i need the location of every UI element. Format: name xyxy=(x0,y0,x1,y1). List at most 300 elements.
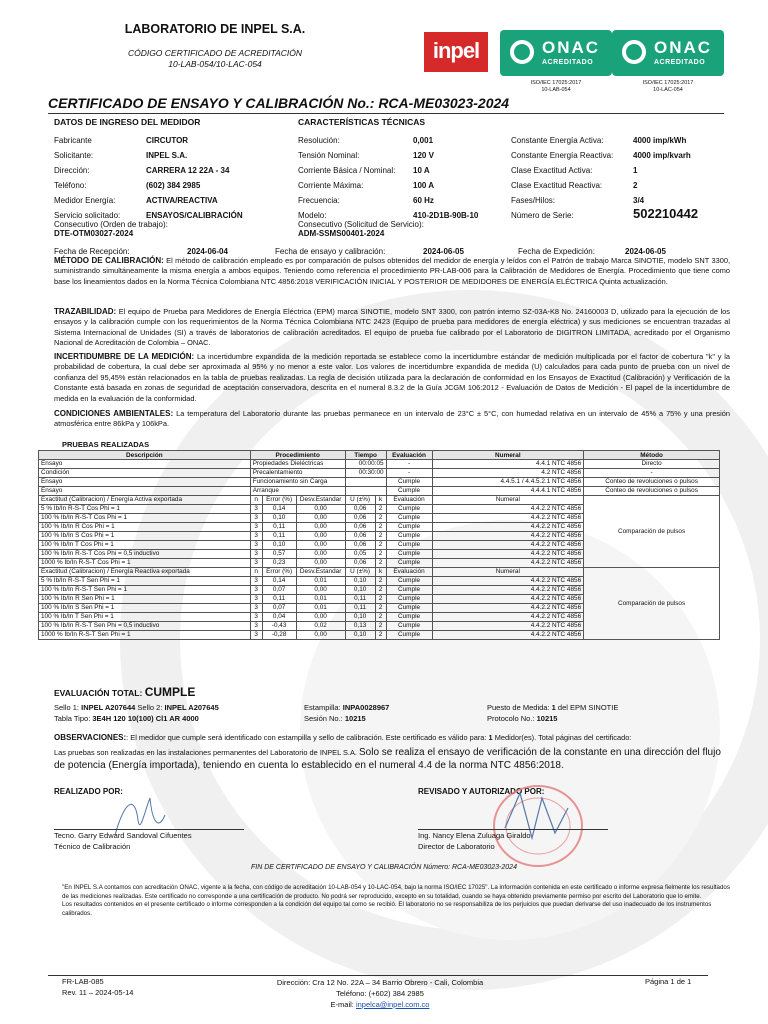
cell-method: Directo xyxy=(584,460,720,469)
table-cell: 0,00 xyxy=(296,541,345,550)
uncertainty-paragraph xyxy=(54,352,730,404)
cell-method: Comparación de pulsos xyxy=(584,568,720,640)
section-header-cell: Numeral xyxy=(432,568,584,577)
cell-time xyxy=(345,487,386,496)
col-description: Descripción xyxy=(39,451,251,460)
field-label: Resolución: xyxy=(298,136,340,145)
table-cell: 4.4.2.2 NTC 4856 xyxy=(432,523,584,532)
table-cell: 0,11 xyxy=(262,532,296,541)
test-date: 2024-06-05 xyxy=(423,247,464,256)
seal1-value: INPEL A207644 xyxy=(81,703,136,712)
field-value: 60 Hz xyxy=(413,196,434,205)
table-cell: Cumple xyxy=(386,523,432,532)
section-header-cell: Exactitud (Calibracion) / Energía Activa exportada xyxy=(39,496,251,505)
field-label: Dirección: xyxy=(54,166,90,175)
observations-note: Solo se realiza el ensayo de verificación de la constante en una dirección del flujo de potencia (Energía importada), teniendo en cuenta lo establecido en el numeral 4.4 de la norma NTC 4856:2018. xyxy=(54,747,721,771)
seal1-label: Sello 1: xyxy=(54,703,80,712)
onac-logo xyxy=(500,30,612,76)
lab-name: LABORATORIO DE INPEL S.A. xyxy=(124,22,306,36)
onac-iso-standard: ISO/IEC 17025:2017 xyxy=(642,80,694,86)
field-value: 2 xyxy=(633,181,638,190)
cell-procedure: Propiedades Dieléctricas xyxy=(250,460,345,469)
table-cell: 0,07 xyxy=(262,586,296,595)
performer-name: Tecno. Garry Edward Sandoval Cifuentes xyxy=(54,831,192,840)
footer-email-link[interactable]: inpelca@inpel.com.co xyxy=(355,1000,430,1009)
signature-line-left xyxy=(54,829,244,830)
table-cell: -0,28 xyxy=(262,631,296,640)
table-cell: 100 % Ib/In R-S-T Sen Phi = 1 xyxy=(39,586,251,595)
table-cell: 0,06 xyxy=(345,514,375,523)
tests-table xyxy=(38,450,720,640)
cell-procedure: Arranque xyxy=(250,487,345,496)
table-cell: 100 % Ib/In T Cos Phi = 1 xyxy=(39,541,251,550)
field-label: Clase Exactitud Reactiva: xyxy=(511,181,603,190)
service-request-label: Consecutivo (Solicitud de Servicio): xyxy=(298,220,424,229)
table-cell: 0,01 xyxy=(296,577,345,586)
table-cell: 0,10 xyxy=(345,631,375,640)
field-value: 100 A xyxy=(413,181,435,190)
cell-evaluation: Cumple xyxy=(386,478,432,487)
table-cell: 2 xyxy=(375,559,386,568)
field-label: Corriente Máxima: xyxy=(298,181,364,190)
cell-description: Ensayo xyxy=(39,460,251,469)
section-header-cell: U (±%) xyxy=(345,496,375,505)
disclaimer xyxy=(62,884,730,918)
performer-role: Técnico de Calibración xyxy=(54,842,131,851)
table-cell: 0,00 xyxy=(296,505,345,514)
field-label: Clase Exactitud Activa: xyxy=(511,166,593,175)
stamp-label: Estampilla: xyxy=(304,703,341,712)
table-cell: 0,11 xyxy=(345,595,375,604)
table-cell: 100 % Ib/In S Sen Phi = 1 xyxy=(39,604,251,613)
seal2-value: INPEL A207645 xyxy=(164,703,219,712)
table-cell: 4.4.2.2 NTC 4856 xyxy=(432,532,584,541)
cell-description: Ensayo xyxy=(39,487,251,496)
cell-method: Conteo de revoluciones o pulsos xyxy=(584,487,720,496)
table-cell: 4.4.2.2 NTC 4856 xyxy=(432,514,584,523)
disclaimer-paragraph: Los resultados contenidos en el presente certificado o informe corresponden a la condición del equipo tal como se recibió. El laboratorio no se responsabiliza de los perjuicios que puedan derivarse del uso inadecuado de los instrumentos calibrados. xyxy=(62,901,712,917)
issue-date-label: Fecha de Expedición: xyxy=(518,247,595,256)
table-cell: 4.4.2.2 NTC 4856 xyxy=(432,541,584,550)
field-label: Servicio solicitado: xyxy=(54,211,121,220)
col-method: Método xyxy=(584,451,720,460)
table-cell: 0,10 xyxy=(345,586,375,595)
table-cell: 0,06 xyxy=(345,505,375,514)
station-label: Puesto de Medida: xyxy=(487,703,550,712)
inpel-logo: inpel xyxy=(424,32,488,72)
onac-iso-code: 10-LAB-054 xyxy=(541,87,571,93)
field-label: Fases/Hilos: xyxy=(511,196,556,205)
reception-date-label: Fecha de Recepción: xyxy=(54,247,130,256)
table-cell: 3 xyxy=(250,550,262,559)
station-rest: del EPM SINOTIE xyxy=(557,703,619,712)
observations-text: : El medidor que cumple será identificado con estampilla y sello de calibración. Este certificado es válido para: xyxy=(126,733,487,742)
work-order-label: Consecutivo (Orden de trabajo): xyxy=(54,220,168,229)
table-cell: 0,13 xyxy=(345,622,375,631)
field-value: 120 V xyxy=(413,151,434,160)
onac-iso-code: 10-LAC-054 xyxy=(653,87,683,93)
field-value: 4000 imp/kWh xyxy=(633,136,687,145)
tech-list xyxy=(298,130,478,220)
table-cell: 0,00 xyxy=(296,550,345,559)
table-header-row xyxy=(39,451,720,460)
field-value: ENSAYOS/CALIBRACIÓN xyxy=(146,211,243,220)
table-cell: 100 % Ib/In R-S-T Cos Phi = 0,5 inductivo xyxy=(39,550,251,559)
table-cell: 4.4.2.2 NTC 4856 xyxy=(432,595,584,604)
table-cell: 0,07 xyxy=(262,604,296,613)
onac-circle-icon xyxy=(622,40,646,64)
field-label: Constante Energía Activa: xyxy=(511,136,604,145)
col-time: Tiempo xyxy=(345,451,386,460)
table-cell: 5 % Ib/In R-S-T Cos Phi = 1 xyxy=(39,505,251,514)
table-cell: 2 xyxy=(375,577,386,586)
reactive-energy-section xyxy=(39,568,720,640)
table-cell: 0,11 xyxy=(262,523,296,532)
seal2-label: Sello 2: xyxy=(137,703,163,712)
table-cell: 0,10 xyxy=(262,514,296,523)
tests-heading: PRUEBAS REALIZADAS xyxy=(62,440,150,449)
disclaimer-paragraph: "En INPEL S.A contamos con acreditación ONAC, vigente a la fecha, con código de acreditación 10-LAB-054 y 10-LAC-054, bajo la norma ISO/IEC 17025". La información contenida en este certificado o informe expresa fielmente los resultados de las mediciones realizadas. Este certificado no corresponde a una certificación de producto. No podrá ser reproducido, excepto en su totalidad, cuando se haya obtenido previamente permiso por escrito del Laboratorio que lo emite. xyxy=(62,884,730,900)
table-cell: 0,01 xyxy=(296,595,345,604)
col-procedure: Procedimiento xyxy=(250,451,345,460)
table-cell: 2 xyxy=(375,622,386,631)
table-cell: Cumple xyxy=(386,550,432,559)
col-numeral: Numeral xyxy=(432,451,584,460)
table-cell: 3 xyxy=(250,505,262,514)
field-label: Corriente Básica / Nominal: xyxy=(298,166,396,175)
table-cell: 0,11 xyxy=(262,595,296,604)
table-cell: Cumple xyxy=(386,595,432,604)
table-cell: 3 xyxy=(250,622,262,631)
table-cell: 2 xyxy=(375,532,386,541)
section-header-cell: n xyxy=(250,496,262,505)
onac-sub: ACREDITADO xyxy=(542,59,594,66)
table-cell: 1000 % Ib/In R-S-T Sen Phi = 1 xyxy=(39,631,251,640)
table-cell: Cumple xyxy=(386,559,432,568)
field-label: Número de Serie: xyxy=(511,211,574,220)
page-number: Página 1 de 1 xyxy=(645,977,692,986)
table-cell: 100 % Ib/In T Sen Phi = 1 xyxy=(39,613,251,622)
traceability-text: El equipo de Prueba para Medidores de Energía Eléctrica (EPM) marca SINOTIE, modelo SNT 3300, con patrón interno SZ-03A-K8 No. 24160003 D, utilizado para la ejecución de los ensayos y la calibración cumple con los requerimientos de la Norma Técnica Colombiana NTC 2423 (Equipo de prueba para medidores de energía eléctrica) y sus mediciones se encuentran trazadas al Sistema Internacional de Unidades (SI) a través de laboratorios de calibración acreditados. El equipo de prueba fue calibrado por el Laboratorio de DIGITRON LIMITADA, acreditado por el Organismo Nacional de Acreditación de Colombia – ONAC. xyxy=(54,307,730,348)
table-cell: 3 xyxy=(250,604,262,613)
table-cell: 0,04 xyxy=(262,613,296,622)
field-label: Fabricante xyxy=(54,136,92,145)
cert-code xyxy=(110,48,320,70)
session-label: Sesión No.: xyxy=(304,714,343,723)
footer-address: Dirección: Cra 12 No. 22A – 34 Barrio Obrero - Cali, Colombia xyxy=(276,978,484,987)
table-cell: 0,00 xyxy=(296,532,345,541)
tech-heading: CARACTERÍSTICAS TÉCNICAS xyxy=(298,117,426,127)
signature-line-right xyxy=(418,829,608,830)
table-cell: 0,14 xyxy=(262,505,296,514)
table-cell: 3 xyxy=(250,595,262,604)
table-cell: 0,10 xyxy=(345,577,375,586)
field-value: 3/4 xyxy=(633,196,645,205)
table-cell: 0,01 xyxy=(296,604,345,613)
table-type-label: Tabla Tipo: xyxy=(54,714,91,723)
observations-label: OBSERVACIONES: xyxy=(54,733,127,742)
table-cell: 100 % Ib/In R Cos Phi = 1 xyxy=(39,523,251,532)
cell-numeral: 4.4.5.1 / 4.4.5.2.1 NTC 4856 xyxy=(432,478,584,487)
title-divider xyxy=(48,113,724,114)
total-evaluation xyxy=(54,685,195,699)
cell-method: - xyxy=(584,469,720,478)
section-header-cell: Error (%) xyxy=(262,568,296,577)
table-cell: 100 % Ib/In R-S-T Sen Phi = 0,5 inductivo xyxy=(39,622,251,631)
footer-contact xyxy=(180,977,580,1010)
environment-text: La temperatura del Laboratorio durante las pruebas permanece en un intervalo de 23°C ± 5°C, con humedad relativa en un intervalo de 45% a 75% y una presión atmosférica entre 86kPa y 106kPa. xyxy=(54,409,730,429)
seals-line-2 xyxy=(54,714,199,723)
reviewed-by-label: REVISADO Y AUTORIZADO POR: xyxy=(418,787,545,796)
cell-method: Conteo de revoluciones o pulsos xyxy=(584,478,720,487)
section-header-row xyxy=(39,568,720,577)
field-label: Teléfono: xyxy=(54,181,87,190)
field-value: 1 xyxy=(633,166,638,175)
onac-name: ONAC xyxy=(542,38,601,57)
reception-date: 2024-06-04 xyxy=(187,247,228,256)
section-header-cell: Numeral xyxy=(432,496,584,505)
table-cell: 4.4.2.2 NTC 4856 xyxy=(432,622,584,631)
active-energy-section xyxy=(39,496,720,568)
table-cell: 0,10 xyxy=(345,613,375,622)
table-cell: 100 % Ib/In R Sen Phi = 1 xyxy=(39,595,251,604)
cell-description: Ensayo xyxy=(39,478,251,487)
cell-numeral: 4.4.4.1 NTC 4856 xyxy=(432,487,584,496)
table-cell: 1000 % Ib/In R-S-T Cos Phi = 1 xyxy=(39,559,251,568)
table-cell: Cumple xyxy=(386,541,432,550)
footer-email-label: E-mail: xyxy=(330,1000,354,1009)
test-date-label: Fecha de ensayo y calibración: xyxy=(275,247,386,256)
table-cell: 0,00 xyxy=(296,631,345,640)
table-cell: 0,06 xyxy=(345,559,375,568)
cell-procedure: Precalentamiento xyxy=(250,469,345,478)
table-cell: 0,14 xyxy=(262,577,296,586)
table-cell: 0,00 xyxy=(296,514,345,523)
section-header-cell: Evaluación xyxy=(386,496,432,505)
col-evaluation: Evaluación xyxy=(386,451,432,460)
cell-procedure: Funcionamiento sin Carga xyxy=(250,478,345,487)
field-label: Tensión Nominal: xyxy=(298,151,360,160)
table-cell: 3 xyxy=(250,613,262,622)
table-cell: 2 xyxy=(375,595,386,604)
section-header-cell: k xyxy=(375,568,386,577)
cell-description: Condición xyxy=(39,469,251,478)
table-cell: 2 xyxy=(375,523,386,532)
onac-sub: ACREDITADO xyxy=(654,59,706,66)
table-cell: 3 xyxy=(250,577,262,586)
table-cell: 0,11 xyxy=(345,604,375,613)
field-value: (602) 384 2985 xyxy=(146,181,201,190)
cell-evaluation: Cumple xyxy=(386,487,432,496)
table-cell: 2 xyxy=(375,550,386,559)
table-row xyxy=(39,478,720,487)
table-cell: 4.4.2.2 NTC 4856 xyxy=(432,586,584,595)
cert-code-value: 10-LAB-054/10-LAC-054 xyxy=(168,59,262,69)
field-label: Medidor Energía: xyxy=(54,196,116,205)
table-cell: 0,00 xyxy=(296,586,345,595)
section-header-cell: Desv.Estandar xyxy=(296,496,345,505)
table-cell: 0,06 xyxy=(345,523,375,532)
table-cell: 0,02 xyxy=(296,622,345,631)
reviewer-name: Ing. Nancy Elena Zuluaga Giraldo xyxy=(418,831,531,840)
cell-evaluation: - xyxy=(386,469,432,478)
issue-date: 2024-06-05 xyxy=(625,247,666,256)
table-cell: 100 % Ib/In R-S-T Cos Phi = 1 xyxy=(39,514,251,523)
section-header-cell: U (±%) xyxy=(345,568,375,577)
section-header-cell: n xyxy=(250,568,262,577)
field-value: 0,001 xyxy=(413,136,434,145)
environment-title: CONDICIONES AMBIENTALES: xyxy=(54,409,174,418)
cell-time xyxy=(345,478,386,487)
table-cell: Cumple xyxy=(386,622,432,631)
onac-iso-standard: ISO/IEC 17025:2017 xyxy=(530,80,582,86)
table-row xyxy=(39,487,720,496)
table-cell: 2 xyxy=(375,514,386,523)
table-cell: Cumple xyxy=(386,532,432,541)
table-cell: Cumple xyxy=(386,613,432,622)
section-header-cell: Error (%) xyxy=(262,496,296,505)
table-cell: 0,05 xyxy=(345,550,375,559)
onac-circle-icon xyxy=(510,40,534,64)
table-cell: 3 xyxy=(250,631,262,640)
table-cell: 4.4.2.2 NTC 4856 xyxy=(432,631,584,640)
table-type-value: 3E4H 120 10(100) Cl1 AR 4000 xyxy=(92,714,199,723)
table-cell: 0,00 xyxy=(296,559,345,568)
table-cell: 3 xyxy=(250,559,262,568)
table-cell: Cumple xyxy=(386,577,432,586)
section-header-cell: Desv.Estandar xyxy=(296,568,345,577)
field-label: Modelo: xyxy=(298,211,327,220)
table-cell: 100 % Ib/In S Cos Phi = 1 xyxy=(39,532,251,541)
stamp-line xyxy=(304,703,389,712)
table-cell: 4.4.2.2 NTC 4856 xyxy=(432,577,584,586)
serial-number: 502210442 xyxy=(633,206,699,221)
table-cell: 3 xyxy=(250,541,262,550)
observations-facility: Las pruebas son realizadas en las instalaciones permanentes del Laboratorio de INPEL S.A. xyxy=(54,748,357,757)
field-label: Solicitante: xyxy=(54,151,94,160)
end-of-certificate: FIN DE CERTIFICADO DE ENSAYO Y CALIBRACIÓN Número: RCA-ME03023-2024 xyxy=(251,864,517,871)
table-cell: 2 xyxy=(375,631,386,640)
table-cell: 2 xyxy=(375,505,386,514)
section-header-cell: Evaluación xyxy=(386,568,432,577)
meter-data-heading: DATOS DE INGRESO DEL MEDIDOR xyxy=(54,117,201,127)
table-cell: 0,00 xyxy=(296,523,345,532)
total-evaluation-value: CUMPLE xyxy=(144,685,196,699)
table-cell: 4.4.2.2 NTC 4856 xyxy=(432,604,584,613)
field-value: 10 A xyxy=(413,166,430,175)
table-cell: 0,00 xyxy=(296,613,345,622)
field-value: CARRERA 12 22A - 34 xyxy=(146,166,230,175)
cell-method: Comparación de pulsos xyxy=(584,496,720,568)
method-text: El método de calibración empleado es por comparación de pulsos obtenidos del medidor de energía y leídos con el Patrón de trabajo Marca SINOTIE, modelo SNT 3300, suministrando simultáneamente la misma energía a ambos equipos. Teniendo como referencia el procedimiento PR-LAB-006 para la Calibración de Medidores de Energía. Procedimiento que tiene como base los lineamientos dados en la Norma Técnica Colombiana NTC 4856:2018 VERIFICACIÓN INICIAL Y POSTERIOR DE MEDIDORES DE ENERGÍA ELÉCTRICA Quinta actualización. xyxy=(54,256,730,286)
table-cell: 0,06 xyxy=(345,532,375,541)
observations-body xyxy=(54,746,730,772)
field-value: INPEL S.A. xyxy=(146,151,188,160)
footer-divider xyxy=(48,975,708,976)
table-cell: 0,06 xyxy=(345,541,375,550)
field-value: 410-2D1B-90B-10 xyxy=(413,211,479,220)
revision: Rev. 11 – 2024-05-14 xyxy=(62,988,134,997)
cell-numeral: 4.2 NTC 4856 xyxy=(432,469,584,478)
protocol-label: Protocolo No.: xyxy=(487,714,535,723)
tech-right-list xyxy=(511,130,698,220)
seals-line-1 xyxy=(54,703,219,712)
method-title: MÉTODO DE CALIBRACIÓN: xyxy=(54,256,164,265)
table-cell: Cumple xyxy=(386,604,432,613)
table-cell: 3 xyxy=(250,514,262,523)
performed-by-label: REALIZADO POR: xyxy=(54,787,123,796)
official-stamp-icon xyxy=(480,778,590,873)
table-cell: 3 xyxy=(250,532,262,541)
stamp-value: INPA0028967 xyxy=(342,703,390,712)
traceability-title: TRAZABILIDAD: xyxy=(54,307,117,316)
onac-logo xyxy=(612,30,724,76)
table-cell: 0,57 xyxy=(262,550,296,559)
certificate-title: CERTIFICADO DE ENSAYO Y CALIBRACIÓN No.: RCA-ME03023-2024 xyxy=(48,95,510,111)
observations-count: 1 xyxy=(488,733,493,742)
table-cell: 2 xyxy=(375,586,386,595)
cell-time: 00:00:05 xyxy=(345,460,386,469)
table-cell: -0,43 xyxy=(262,622,296,631)
cert-code-label: CÓDIGO CERTIFICADO DE ACREDITACIÓN xyxy=(127,48,303,58)
field-label: Frecuencia: xyxy=(298,196,340,205)
section-header-cell: Exactitud (Calibracion) / Energía Reactiva exportada xyxy=(39,568,251,577)
table-cell: 3 xyxy=(250,586,262,595)
station-line xyxy=(487,703,618,712)
onac-name: ONAC xyxy=(654,38,713,57)
session-line xyxy=(304,714,366,723)
uncertainty-text: La incertidumbre expandida de la medición reportada se establece como la incertidumbre estándar de medición multiplicada por el factor de cobertura "k" y la probabilidad de cobertura, la cual debe ser aproximada al 95% y no menor a este valor. Los valores de incertidumbre expandida de medida (U) calculados para cada punto de prueba con un nivel de confianza del 95,45% están relacionados en la tabla de pruebas realizadas. La regla de decisión utilizada para la declaración de conformidad en los Ensayos de Exactitud (Calibración) y Verificación de la Constante está basada en zonas de seguridad de aceptación conservadora, descrita en el numeral 8.3.2 de la Guía JCGM 106:2012 - Evaluación de Datos de Medición - El papel de la incertidumbre de medida en la evaluación de la conformidad. xyxy=(54,352,730,403)
section-header-cell: k xyxy=(375,496,386,505)
protocol-value: 10215 xyxy=(536,714,558,723)
table-cell: 4.4.2.2 NTC 4856 xyxy=(432,613,584,622)
form-code: FR-LAB-085 xyxy=(62,977,104,986)
onac-iso xyxy=(500,80,612,94)
service-request-value: ADM-SSMS00401-2024 xyxy=(298,229,385,238)
observations xyxy=(54,733,730,743)
section-header-row xyxy=(39,496,720,505)
protocol-line xyxy=(487,714,557,723)
table-cell: Cumple xyxy=(386,514,432,523)
work-order-value: DTE-OTM03027-2024 xyxy=(54,229,134,238)
table-cell: 2 xyxy=(375,541,386,550)
cell-time: 00:30:00 xyxy=(345,469,386,478)
reviewer-role: Director de Laboratorio xyxy=(418,842,495,851)
environment-paragraph xyxy=(54,409,730,430)
table-cell: Cumple xyxy=(386,586,432,595)
table-cell: 2 xyxy=(375,604,386,613)
session-value: 10215 xyxy=(344,714,366,723)
table-cell: 4.4.2.2 NTC 4856 xyxy=(432,550,584,559)
table-cell: 4.4.2.2 NTC 4856 xyxy=(432,559,584,568)
traceability-paragraph xyxy=(54,307,730,349)
table-cell: Cumple xyxy=(386,505,432,514)
method-paragraph xyxy=(54,256,730,287)
table-cell: Cumple xyxy=(386,631,432,640)
table-cell: 0,23 xyxy=(262,559,296,568)
field-value: 4000 imp/kvarh xyxy=(633,151,691,160)
table-cell: 0,10 xyxy=(262,541,296,550)
field-value: ACTIVA/REACTIVA xyxy=(146,196,218,205)
field-value: CIRCUTOR xyxy=(146,136,189,145)
field-label: Constante Energía Reactiva: xyxy=(511,151,614,160)
cell-evaluation: - xyxy=(386,460,432,469)
station-number: 1 xyxy=(551,703,556,712)
table-cell: 3 xyxy=(250,523,262,532)
footer-phone: Teléfono: (+602) 384 2985 xyxy=(336,989,424,998)
table-cell: 4.4.2.2 NTC 4856 xyxy=(432,505,584,514)
onac-iso xyxy=(612,80,724,94)
